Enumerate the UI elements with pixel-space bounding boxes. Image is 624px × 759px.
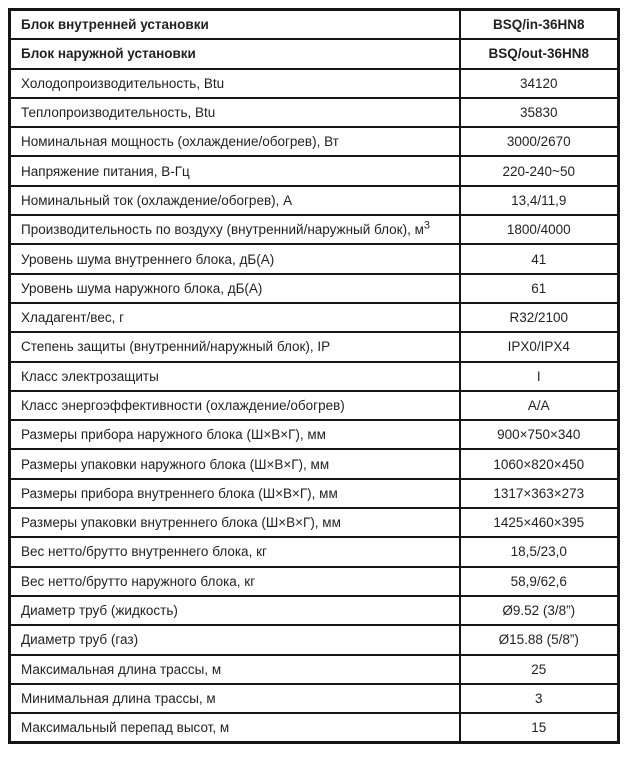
spec-label: Уровень шума наружного блока, дБ(А) [21, 280, 263, 296]
spec-label: Размеры упаковки наружного блока (Ш×В×Г), мм [21, 456, 330, 472]
spec-label: Размеры прибора внутреннего блока (Ш×В×Г), мм [21, 485, 338, 501]
spec-label: Холодопроизводительность, Btu [21, 75, 225, 91]
spec-label: Размеры упаковки внутреннего блока (Ш×В×Г), мм [21, 515, 341, 531]
spec-value: А/А [460, 391, 619, 420]
spec-label: Блок внутренней установки [21, 17, 209, 33]
table-row [10, 537, 619, 566]
table-row [10, 303, 619, 332]
spec-label-cell [10, 186, 460, 215]
spec-label: Минимальная длина трассы, м [21, 690, 216, 706]
spec-label: Класс энергоэффективности (охлаждение/обогрев) [21, 398, 345, 413]
spec-label-cell [10, 303, 460, 332]
spec-label-cell [10, 156, 460, 185]
spec-label: Диаметр труб (газ) [21, 632, 139, 648]
spec-value: BSQ/in-36HN8 [460, 10, 619, 40]
spec-label-cell [10, 127, 460, 156]
spec-value: 1317×363×273 [460, 479, 619, 508]
spec-label: Класс электрозащиты [21, 368, 159, 384]
spec-label-cell [10, 449, 460, 478]
table-row [10, 449, 619, 478]
table-row [10, 186, 619, 215]
spec-value: 900×750×340 [460, 420, 619, 449]
spec-label-cell [10, 713, 460, 743]
spec-label-cell [10, 567, 460, 596]
table-row [10, 127, 619, 156]
spec-label: Максимальный перепад высот, м [21, 720, 230, 736]
table-row [10, 655, 619, 684]
table-row [10, 332, 619, 361]
table-row [10, 215, 619, 244]
spec-label-cell [10, 244, 460, 273]
spec-value: 35830 [460, 98, 619, 127]
spec-value: Ø9.52 (3/8”) [460, 596, 619, 625]
spec-table [8, 8, 620, 744]
spec-label: Вес нетто/брутто наружного блока, кг [21, 573, 256, 589]
spec-label: Размеры прибора наружного блока (Ш×В×Г), мм [21, 427, 326, 443]
table-row [10, 10, 619, 40]
table-row [10, 420, 619, 449]
table-row [10, 244, 619, 273]
table-row [10, 508, 619, 537]
spec-label-cell [10, 10, 460, 40]
spec-value: 1060×820×450 [460, 449, 619, 478]
spec-label-cell [10, 332, 460, 361]
spec-value: 220-240~50 [460, 156, 619, 185]
spec-label-cell [10, 215, 460, 244]
spec-value: 1800/4000 [460, 215, 619, 244]
table-row [10, 596, 619, 625]
spec-value: BSQ/out-36HN8 [460, 39, 619, 68]
spec-label-cell [10, 596, 460, 625]
table-row [10, 274, 619, 303]
spec-value: 15 [460, 713, 619, 743]
table-row [10, 479, 619, 508]
spec-value: 3000/2670 [460, 127, 619, 156]
spec-label: Уровень шума внутреннего блока, дБ(А) [21, 251, 275, 267]
spec-value: R32/2100 [460, 303, 619, 332]
table-row [10, 391, 619, 420]
spec-label: Номинальный ток (охлаждение/обогрев), А [21, 192, 293, 208]
spec-label-cell [10, 479, 460, 508]
table-row [10, 362, 619, 391]
spec-label-cell [10, 98, 460, 127]
spec-label-cell [10, 274, 460, 303]
spec-label-cell [10, 537, 460, 566]
spec-value: 41 [460, 244, 619, 273]
spec-label: Степень защиты (внутренний/наружный блок), IP [21, 339, 331, 355]
spec-label-cell [10, 625, 460, 654]
table-row [10, 684, 619, 713]
spec-label: Блок наружной установки [21, 46, 196, 62]
spec-label: Напряжение питания, В-Гц [21, 163, 190, 179]
spec-label: Максимальная длина трассы, м [21, 661, 222, 677]
spec-label: Номинальная мощность (охлаждение/обогрев), Вт [21, 134, 339, 150]
table-row [10, 567, 619, 596]
spec-label-cell [10, 420, 460, 449]
table-row [10, 69, 619, 98]
spec-value: 1425×460×395 [460, 508, 619, 537]
spec-value: 34120 [460, 69, 619, 98]
table-row [10, 156, 619, 185]
spec-label-cell [10, 69, 460, 98]
spec-label-cell [10, 39, 460, 68]
spec-value: 18,5/23,0 [460, 537, 619, 566]
spec-table-body [10, 10, 619, 743]
spec-label: Производительность по воздуху (внутренний/наружный блок), $м^3$ [21, 219, 430, 238]
spec-value: Ø15.88 (5/8”) [460, 625, 619, 654]
spec-label: Диаметр труб (жидкость) [21, 603, 178, 619]
table-row [10, 98, 619, 127]
spec-label-cell [10, 684, 460, 713]
spec-value: 58,9/62,6 [460, 567, 619, 596]
spec-label: Хладагент/вес, г [21, 310, 125, 326]
spec-value: 61 [460, 274, 619, 303]
spec-label: Вес нетто/брутто внутреннего блока, кг [21, 544, 267, 560]
spec-label-cell [10, 655, 460, 684]
table-row [10, 39, 619, 68]
table-row [10, 713, 619, 743]
table-row [10, 625, 619, 654]
spec-value: 3 [460, 684, 619, 713]
spec-value: 13,4/11,9 [460, 186, 619, 215]
spec-value: IPX0/IPX4 [460, 332, 619, 361]
spec-label: Теплопроизводительность, Btu [21, 105, 216, 121]
spec-value: I [460, 362, 619, 391]
spec-label-cell [10, 362, 460, 391]
spec-label-cell [10, 508, 460, 537]
spec-value: 25 [460, 655, 619, 684]
superscript: 3 [423, 219, 430, 232]
spec-label-cell [10, 391, 460, 420]
